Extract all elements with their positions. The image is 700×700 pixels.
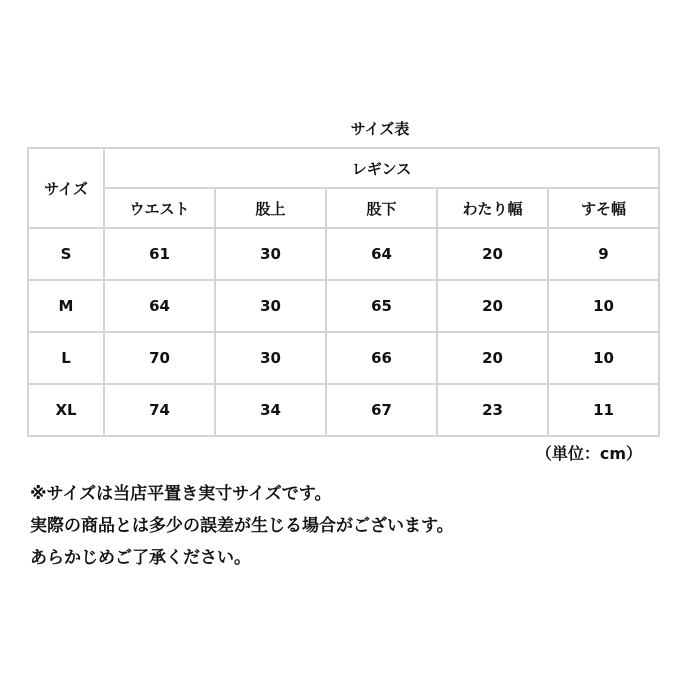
size-chart-title: サイズ表 bbox=[350, 120, 410, 138]
column-header-waist: ウエスト bbox=[104, 188, 215, 228]
row-size-label: L bbox=[28, 332, 104, 384]
note-line: 実際の商品とは多少の誤差が生じる場合がございます。 bbox=[30, 516, 454, 536]
unit-label: （単位：cm） bbox=[535, 444, 642, 463]
table-subheader-row bbox=[28, 188, 659, 228]
table-row bbox=[28, 332, 659, 384]
note-line: あらかじめご了承ください。 bbox=[30, 548, 251, 568]
row-size-label: S bbox=[28, 228, 104, 280]
notes bbox=[30, 478, 454, 574]
table-row bbox=[28, 384, 659, 436]
table-header-row bbox=[28, 148, 659, 188]
table-cell: 66 bbox=[326, 332, 437, 384]
group-header-leggings: レギンス bbox=[104, 148, 659, 188]
table-cell: 10 bbox=[548, 280, 659, 332]
size-column-header: サイズ bbox=[28, 148, 104, 228]
table-cell: 11 bbox=[548, 384, 659, 436]
table-cell: 10 bbox=[548, 332, 659, 384]
column-header-inseam: 股下 bbox=[326, 188, 437, 228]
column-header-rise: 股上 bbox=[215, 188, 326, 228]
table-row bbox=[28, 280, 659, 332]
size-table bbox=[27, 147, 660, 437]
table-cell: 67 bbox=[326, 384, 437, 436]
table-cell: 34 bbox=[215, 384, 326, 436]
column-header-hem-width: すそ幅 bbox=[548, 188, 659, 228]
table-cell: 30 bbox=[215, 332, 326, 384]
table-cell: 64 bbox=[326, 228, 437, 280]
table-cell: 9 bbox=[548, 228, 659, 280]
table-cell: 64 bbox=[104, 280, 215, 332]
table-cell: 20 bbox=[437, 228, 548, 280]
table-cell: 30 bbox=[215, 228, 326, 280]
table-cell: 70 bbox=[104, 332, 215, 384]
table-cell: 61 bbox=[104, 228, 215, 280]
column-header-thigh-width: わたり幅 bbox=[437, 188, 548, 228]
table-cell: 20 bbox=[437, 332, 548, 384]
row-size-label: XL bbox=[28, 384, 104, 436]
table-cell: 74 bbox=[104, 384, 215, 436]
table-cell: 65 bbox=[326, 280, 437, 332]
row-size-label: M bbox=[28, 280, 104, 332]
table-cell: 30 bbox=[215, 280, 326, 332]
table-cell: 23 bbox=[437, 384, 548, 436]
note-line: ※サイズは当店平置き実寸サイズです。 bbox=[30, 484, 332, 504]
table-cell: 20 bbox=[437, 280, 548, 332]
table-row bbox=[28, 228, 659, 280]
